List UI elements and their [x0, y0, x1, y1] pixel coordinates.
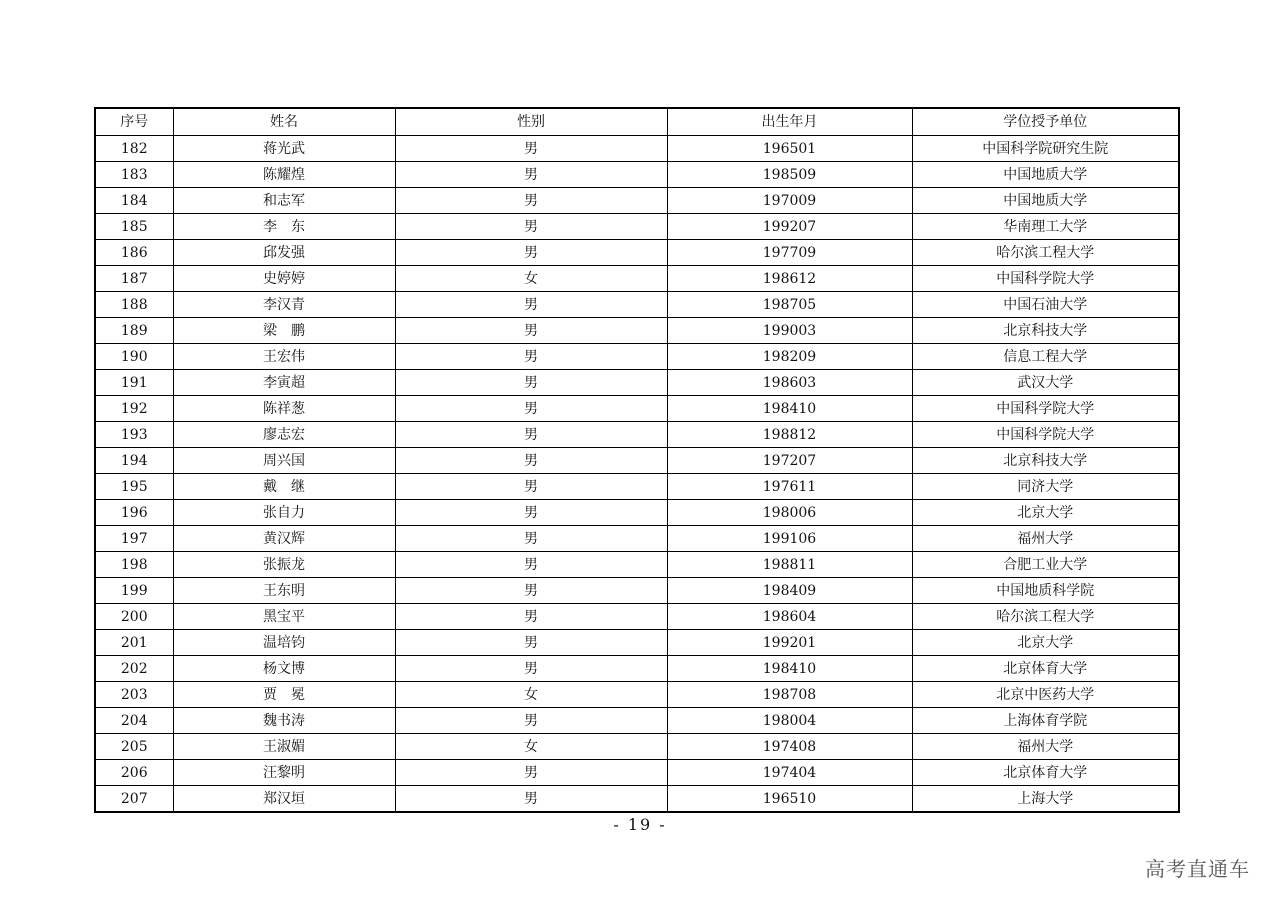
cell-birth-date: 198604	[667, 604, 912, 630]
cell-serial-number: 188	[95, 292, 173, 318]
table-row	[95, 630, 1179, 656]
cell-degree-institution: 中国石油大学	[912, 292, 1179, 318]
table-row	[95, 474, 1179, 500]
table-row	[95, 266, 1179, 292]
header-degree-institution: 学位授予单位	[912, 108, 1179, 136]
cell-name: 王宏伟	[173, 344, 395, 370]
cell-birth-date: 198409	[667, 578, 912, 604]
cell-serial-number: 189	[95, 318, 173, 344]
table-row	[95, 292, 1179, 318]
roster-table	[94, 107, 1180, 813]
cell-gender: 男	[395, 500, 667, 526]
header-gender: 性别	[395, 108, 667, 136]
cell-degree-institution: 武汉大学	[912, 370, 1179, 396]
cell-name: 黄汉辉	[173, 526, 395, 552]
cell-degree-institution: 北京体育大学	[912, 656, 1179, 682]
cell-gender: 男	[395, 240, 667, 266]
table-row	[95, 760, 1179, 786]
cell-serial-number: 200	[95, 604, 173, 630]
cell-name: 陈祥葱	[173, 396, 395, 422]
cell-gender: 男	[395, 162, 667, 188]
cell-degree-institution: 信息工程大学	[912, 344, 1179, 370]
cell-gender: 男	[395, 136, 667, 162]
table-header-row	[95, 108, 1179, 136]
cell-gender: 男	[395, 708, 667, 734]
cell-gender: 男	[395, 604, 667, 630]
cell-name: 郑汉垣	[173, 786, 395, 813]
cell-gender: 男	[395, 656, 667, 682]
cell-name: 廖志宏	[173, 422, 395, 448]
table-row	[95, 370, 1179, 396]
table-row	[95, 786, 1179, 813]
table-row	[95, 656, 1179, 682]
cell-birth-date: 197709	[667, 240, 912, 266]
cell-birth-date: 199207	[667, 214, 912, 240]
table-row	[95, 708, 1179, 734]
cell-birth-date: 199003	[667, 318, 912, 344]
cell-serial-number: 196	[95, 500, 173, 526]
cell-degree-institution: 福州大学	[912, 526, 1179, 552]
table-row	[95, 682, 1179, 708]
cell-degree-institution: 上海大学	[912, 786, 1179, 813]
cell-gender: 男	[395, 344, 667, 370]
cell-gender: 男	[395, 552, 667, 578]
cell-serial-number: 186	[95, 240, 173, 266]
cell-gender: 男	[395, 526, 667, 552]
table-row	[95, 188, 1179, 214]
cell-gender: 男	[395, 760, 667, 786]
cell-name: 杨文博	[173, 656, 395, 682]
cell-serial-number: 201	[95, 630, 173, 656]
cell-degree-institution: 哈尔滨工程大学	[912, 240, 1179, 266]
cell-gender: 男	[395, 474, 667, 500]
table-row	[95, 578, 1179, 604]
table-row	[95, 604, 1179, 630]
table-row	[95, 318, 1179, 344]
cell-serial-number: 183	[95, 162, 173, 188]
cell-degree-institution: 北京大学	[912, 500, 1179, 526]
cell-birth-date: 198509	[667, 162, 912, 188]
table-row	[95, 422, 1179, 448]
cell-degree-institution: 北京体育大学	[912, 760, 1179, 786]
cell-degree-institution: 北京大学	[912, 630, 1179, 656]
cell-name: 周兴国	[173, 448, 395, 474]
cell-gender: 男	[395, 448, 667, 474]
cell-degree-institution: 中国科学院大学	[912, 422, 1179, 448]
cell-gender: 男	[395, 422, 667, 448]
cell-birth-date: 198612	[667, 266, 912, 292]
cell-birth-date: 198410	[667, 656, 912, 682]
cell-gender: 男	[395, 214, 667, 240]
cell-name: 张振龙	[173, 552, 395, 578]
cell-birth-date: 197408	[667, 734, 912, 760]
cell-degree-institution: 中国地质大学	[912, 162, 1179, 188]
cell-serial-number: 190	[95, 344, 173, 370]
cell-birth-date: 198004	[667, 708, 912, 734]
cell-birth-date: 199201	[667, 630, 912, 656]
cell-name: 魏书涛	[173, 708, 395, 734]
cell-serial-number: 207	[95, 786, 173, 813]
table-row	[95, 162, 1179, 188]
header-serial-number: 序号	[95, 108, 173, 136]
cell-degree-institution: 华南理工大学	[912, 214, 1179, 240]
cell-degree-institution: 哈尔滨工程大学	[912, 604, 1179, 630]
cell-serial-number: 198	[95, 552, 173, 578]
cell-serial-number: 197	[95, 526, 173, 552]
cell-name: 和志军	[173, 188, 395, 214]
table-body	[95, 136, 1179, 813]
cell-degree-institution: 中国地质科学院	[912, 578, 1179, 604]
cell-degree-institution: 中国地质大学	[912, 188, 1179, 214]
header-birth-date: 出生年月	[667, 108, 912, 136]
header-name: 姓名	[173, 108, 395, 136]
table-row	[95, 214, 1179, 240]
cell-serial-number: 194	[95, 448, 173, 474]
cell-name: 张自力	[173, 500, 395, 526]
cell-serial-number: 184	[95, 188, 173, 214]
cell-gender: 男	[395, 630, 667, 656]
cell-name: 王淑媚	[173, 734, 395, 760]
cell-name: 梁 鹏	[173, 318, 395, 344]
cell-name: 王东明	[173, 578, 395, 604]
cell-gender: 女	[395, 266, 667, 292]
table-row	[95, 448, 1179, 474]
table-row	[95, 552, 1179, 578]
cell-name: 戴 继	[173, 474, 395, 500]
cell-gender: 女	[395, 682, 667, 708]
cell-serial-number: 187	[95, 266, 173, 292]
cell-name: 汪黎明	[173, 760, 395, 786]
cell-birth-date: 198006	[667, 500, 912, 526]
cell-serial-number: 193	[95, 422, 173, 448]
cell-name: 邱发强	[173, 240, 395, 266]
watermark-logo-text: 高考直通车	[1145, 857, 1250, 881]
cell-degree-institution: 合肥工业大学	[912, 552, 1179, 578]
table-row	[95, 526, 1179, 552]
cell-degree-institution: 中国科学院大学	[912, 266, 1179, 292]
cell-birth-date: 198811	[667, 552, 912, 578]
cell-name: 李 东	[173, 214, 395, 240]
cell-birth-date: 198209	[667, 344, 912, 370]
cell-gender: 女	[395, 734, 667, 760]
table-row	[95, 500, 1179, 526]
cell-serial-number: 195	[95, 474, 173, 500]
cell-birth-date: 197404	[667, 760, 912, 786]
cell-gender: 男	[395, 396, 667, 422]
cell-birth-date: 199106	[667, 526, 912, 552]
cell-serial-number: 206	[95, 760, 173, 786]
table-row	[95, 240, 1179, 266]
page-number: - 19 -	[613, 815, 667, 834]
cell-birth-date: 198705	[667, 292, 912, 318]
cell-birth-date: 196501	[667, 136, 912, 162]
cell-name: 蒋光武	[173, 136, 395, 162]
cell-degree-institution: 上海体育学院	[912, 708, 1179, 734]
cell-degree-institution: 同济大学	[912, 474, 1179, 500]
table-row	[95, 734, 1179, 760]
cell-gender: 男	[395, 292, 667, 318]
cell-gender: 男	[395, 188, 667, 214]
cell-name: 陈耀煌	[173, 162, 395, 188]
cell-serial-number: 192	[95, 396, 173, 422]
cell-name: 史婷婷	[173, 266, 395, 292]
cell-birth-date: 198708	[667, 682, 912, 708]
cell-serial-number: 204	[95, 708, 173, 734]
cell-degree-institution: 福州大学	[912, 734, 1179, 760]
cell-degree-institution: 中国科学院大学	[912, 396, 1179, 422]
cell-serial-number: 205	[95, 734, 173, 760]
cell-birth-date: 198812	[667, 422, 912, 448]
cell-name: 李汉青	[173, 292, 395, 318]
table-row	[95, 344, 1179, 370]
cell-gender: 男	[395, 786, 667, 813]
cell-birth-date: 197009	[667, 188, 912, 214]
cell-degree-institution: 中国科学院研究生院	[912, 136, 1179, 162]
cell-serial-number: 185	[95, 214, 173, 240]
cell-serial-number: 203	[95, 682, 173, 708]
cell-name: 贾 冕	[173, 682, 395, 708]
cell-gender: 男	[395, 318, 667, 344]
table-row	[95, 136, 1179, 162]
cell-serial-number: 191	[95, 370, 173, 396]
table-row	[95, 396, 1179, 422]
cell-degree-institution: 北京科技大学	[912, 318, 1179, 344]
cell-name: 温培钧	[173, 630, 395, 656]
cell-gender: 男	[395, 370, 667, 396]
cell-birth-date: 196510	[667, 786, 912, 813]
cell-degree-institution: 北京中医药大学	[912, 682, 1179, 708]
cell-name: 李寅超	[173, 370, 395, 396]
cell-degree-institution: 北京科技大学	[912, 448, 1179, 474]
cell-birth-date: 198603	[667, 370, 912, 396]
cell-serial-number: 199	[95, 578, 173, 604]
cell-serial-number: 202	[95, 656, 173, 682]
cell-birth-date: 197207	[667, 448, 912, 474]
cell-name: 黑宝平	[173, 604, 395, 630]
cell-birth-date: 198410	[667, 396, 912, 422]
cell-gender: 男	[395, 578, 667, 604]
cell-serial-number: 182	[95, 136, 173, 162]
cell-birth-date: 197611	[667, 474, 912, 500]
